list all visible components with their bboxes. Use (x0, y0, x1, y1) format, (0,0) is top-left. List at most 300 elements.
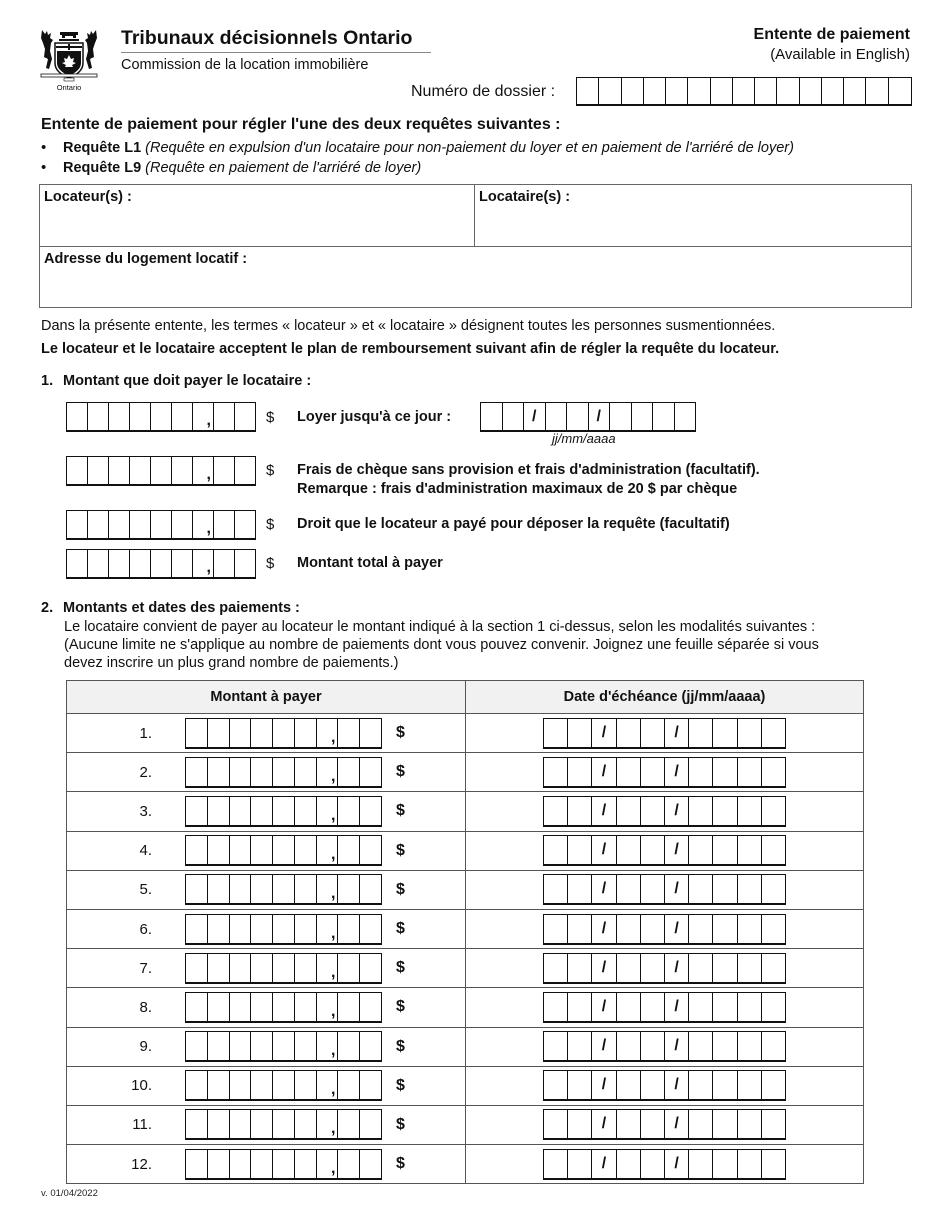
char-box[interactable] (665, 1110, 689, 1138)
char-box[interactable] (317, 1110, 339, 1138)
total-amount-field[interactable] (66, 549, 256, 579)
char-box[interactable] (762, 1110, 785, 1138)
char-box[interactable] (338, 797, 360, 825)
char-box[interactable] (617, 1071, 641, 1099)
char-box[interactable] (738, 1032, 762, 1060)
char-box[interactable] (295, 1110, 317, 1138)
char-box[interactable] (713, 954, 737, 982)
payment-amount-field[interactable] (185, 953, 382, 984)
char-box[interactable] (172, 457, 193, 484)
char-box[interactable] (67, 511, 88, 538)
char-box[interactable] (689, 954, 713, 982)
char-box[interactable] (251, 836, 273, 864)
char-box[interactable] (338, 1032, 360, 1060)
char-box[interactable] (230, 1032, 252, 1060)
address-input[interactable] (44, 271, 907, 304)
char-box[interactable] (665, 1150, 689, 1178)
char-box[interactable] (713, 836, 737, 864)
char-box[interactable] (641, 993, 665, 1021)
char-box[interactable] (317, 1032, 339, 1060)
payment-amount-field[interactable] (185, 757, 382, 788)
char-box[interactable] (186, 1110, 208, 1138)
tenant-input[interactable] (479, 209, 907, 243)
char-box[interactable] (800, 78, 822, 104)
char-box[interactable] (338, 954, 360, 982)
char-box[interactable] (689, 1071, 713, 1099)
char-box[interactable] (666, 78, 688, 104)
char-box[interactable] (109, 511, 130, 538)
char-box[interactable] (568, 954, 592, 982)
char-box[interactable] (360, 836, 381, 864)
char-box[interactable] (544, 797, 568, 825)
dossier-number-field[interactable] (576, 77, 912, 106)
char-box[interactable] (273, 797, 295, 825)
char-box[interactable] (88, 511, 109, 538)
char-box[interactable] (193, 457, 214, 484)
char-box[interactable] (273, 1110, 295, 1138)
char-box[interactable] (317, 915, 339, 943)
char-box[interactable] (762, 797, 785, 825)
char-box[interactable] (689, 719, 713, 747)
char-box[interactable] (665, 758, 689, 786)
payment-due-date-field[interactable] (543, 718, 786, 749)
char-box[interactable] (273, 954, 295, 982)
char-box[interactable] (317, 875, 339, 903)
char-box[interactable] (273, 1150, 295, 1178)
char-box[interactable] (273, 915, 295, 943)
char-box[interactable] (230, 1110, 252, 1138)
char-box[interactable] (762, 1032, 785, 1060)
char-box[interactable] (653, 403, 675, 430)
char-box[interactable] (546, 403, 568, 430)
char-box[interactable] (544, 1032, 568, 1060)
char-box[interactable] (360, 1032, 381, 1060)
char-box[interactable] (713, 797, 737, 825)
char-box[interactable] (193, 511, 214, 538)
char-box[interactable] (251, 875, 273, 903)
char-box[interactable] (762, 993, 785, 1021)
char-box[interactable] (617, 993, 641, 1021)
char-box[interactable] (235, 511, 255, 538)
char-box[interactable] (665, 1071, 689, 1099)
char-box[interactable] (632, 403, 654, 430)
char-box[interactable] (338, 1110, 360, 1138)
char-box[interactable] (577, 78, 599, 104)
payment-amount-field[interactable] (185, 1031, 382, 1062)
char-box[interactable] (568, 1110, 592, 1138)
char-box[interactable] (665, 993, 689, 1021)
char-box[interactable] (617, 875, 641, 903)
char-box[interactable] (317, 954, 339, 982)
char-box[interactable] (295, 836, 317, 864)
char-box[interactable] (193, 550, 214, 577)
char-box[interactable] (214, 403, 235, 430)
char-box[interactable] (208, 719, 230, 747)
char-box[interactable] (338, 1150, 360, 1178)
char-box[interactable] (208, 797, 230, 825)
char-box[interactable] (67, 403, 88, 430)
char-box[interactable] (889, 78, 911, 104)
char-box[interactable] (251, 993, 273, 1021)
char-box[interactable] (592, 797, 616, 825)
char-box[interactable] (360, 758, 381, 786)
char-box[interactable] (130, 550, 151, 577)
char-box[interactable] (762, 719, 785, 747)
char-box[interactable] (644, 78, 666, 104)
char-box[interactable] (568, 836, 592, 864)
char-box[interactable] (592, 993, 616, 1021)
char-box[interactable] (230, 1071, 252, 1099)
char-box[interactable] (172, 550, 193, 577)
char-box[interactable] (689, 915, 713, 943)
char-box[interactable] (589, 403, 611, 430)
char-box[interactable] (186, 1071, 208, 1099)
payment-due-date-field[interactable] (543, 757, 786, 788)
char-box[interactable] (251, 719, 273, 747)
char-box[interactable] (273, 758, 295, 786)
char-box[interactable] (67, 550, 88, 577)
filing-fee-amount-field[interactable] (66, 510, 256, 540)
char-box[interactable] (688, 78, 710, 104)
char-box[interactable] (844, 78, 866, 104)
char-box[interactable] (273, 993, 295, 1021)
char-box[interactable] (251, 1150, 273, 1178)
char-box[interactable] (186, 875, 208, 903)
char-box[interactable] (235, 457, 255, 484)
char-box[interactable] (592, 1150, 616, 1178)
char-box[interactable] (544, 1150, 568, 1178)
char-box[interactable] (665, 719, 689, 747)
char-box[interactable] (755, 78, 777, 104)
char-box[interactable] (568, 1150, 592, 1178)
char-box[interactable] (230, 836, 252, 864)
char-box[interactable] (738, 797, 762, 825)
char-box[interactable] (295, 797, 317, 825)
char-box[interactable] (592, 915, 616, 943)
payment-amount-field[interactable] (185, 1070, 382, 1101)
char-box[interactable] (172, 403, 193, 430)
payment-amount-field[interactable] (185, 914, 382, 945)
char-box[interactable] (641, 1032, 665, 1060)
char-box[interactable] (503, 403, 525, 430)
char-box[interactable] (230, 797, 252, 825)
char-box[interactable] (130, 403, 151, 430)
payment-due-date-field[interactable] (543, 914, 786, 945)
char-box[interactable] (689, 797, 713, 825)
payment-due-date-field[interactable] (543, 1031, 786, 1062)
char-box[interactable] (568, 875, 592, 903)
char-box[interactable] (208, 758, 230, 786)
char-box[interactable] (641, 1110, 665, 1138)
char-box[interactable] (338, 758, 360, 786)
char-box[interactable] (617, 1150, 641, 1178)
char-box[interactable] (592, 954, 616, 982)
char-box[interactable] (665, 915, 689, 943)
payment-amount-field[interactable] (185, 874, 382, 905)
char-box[interactable] (317, 797, 339, 825)
char-box[interactable] (641, 875, 665, 903)
char-box[interactable] (544, 954, 568, 982)
char-box[interactable] (617, 915, 641, 943)
payment-due-date-field[interactable] (543, 796, 786, 827)
char-box[interactable] (866, 78, 888, 104)
char-box[interactable] (186, 915, 208, 943)
char-box[interactable] (109, 403, 130, 430)
char-box[interactable] (568, 719, 592, 747)
char-box[interactable] (360, 1150, 381, 1178)
payment-amount-field[interactable] (185, 1149, 382, 1180)
char-box[interactable] (230, 875, 252, 903)
char-box[interactable] (251, 1071, 273, 1099)
char-box[interactable] (738, 1110, 762, 1138)
char-box[interactable] (568, 915, 592, 943)
char-box[interactable] (665, 954, 689, 982)
char-box[interactable] (295, 954, 317, 982)
char-box[interactable] (617, 758, 641, 786)
char-box[interactable] (665, 836, 689, 864)
char-box[interactable] (738, 719, 762, 747)
char-box[interactable] (617, 1032, 641, 1060)
char-box[interactable] (338, 1071, 360, 1099)
char-box[interactable] (186, 836, 208, 864)
char-box[interactable] (230, 1150, 252, 1178)
char-box[interactable] (544, 758, 568, 786)
char-box[interactable] (762, 954, 785, 982)
char-box[interactable] (568, 993, 592, 1021)
char-box[interactable] (689, 836, 713, 864)
char-box[interactable] (208, 915, 230, 943)
char-box[interactable] (338, 719, 360, 747)
char-box[interactable] (689, 875, 713, 903)
char-box[interactable] (317, 836, 339, 864)
char-box[interactable] (762, 875, 785, 903)
char-box[interactable] (592, 1032, 616, 1060)
payment-amount-field[interactable] (185, 796, 382, 827)
char-box[interactable] (567, 403, 589, 430)
char-box[interactable] (193, 403, 214, 430)
char-box[interactable] (738, 993, 762, 1021)
char-box[interactable] (230, 719, 252, 747)
char-box[interactable] (251, 915, 273, 943)
char-box[interactable] (622, 78, 644, 104)
char-box[interactable] (641, 915, 665, 943)
char-box[interactable] (230, 758, 252, 786)
char-box[interactable] (273, 719, 295, 747)
char-box[interactable] (641, 797, 665, 825)
char-box[interactable] (151, 457, 172, 484)
char-box[interactable] (130, 511, 151, 538)
char-box[interactable] (713, 1032, 737, 1060)
char-box[interactable] (713, 1110, 737, 1138)
char-box[interactable] (592, 1110, 616, 1138)
char-box[interactable] (360, 797, 381, 825)
char-box[interactable] (186, 993, 208, 1021)
char-box[interactable] (273, 875, 295, 903)
char-box[interactable] (317, 719, 339, 747)
char-box[interactable] (317, 758, 339, 786)
char-box[interactable] (777, 78, 799, 104)
char-box[interactable] (762, 1071, 785, 1099)
char-box[interactable] (273, 1032, 295, 1060)
char-box[interactable] (689, 758, 713, 786)
char-box[interactable] (568, 1032, 592, 1060)
char-box[interactable] (641, 836, 665, 864)
char-box[interactable] (214, 457, 235, 484)
payment-due-date-field[interactable] (543, 992, 786, 1023)
char-box[interactable] (230, 954, 252, 982)
char-box[interactable] (713, 719, 737, 747)
char-box[interactable] (235, 550, 255, 577)
char-box[interactable] (592, 836, 616, 864)
char-box[interactable] (738, 1071, 762, 1099)
char-box[interactable] (665, 1032, 689, 1060)
char-box[interactable] (689, 1150, 713, 1178)
char-box[interactable] (295, 1150, 317, 1178)
char-box[interactable] (665, 797, 689, 825)
payment-due-date-field[interactable] (543, 874, 786, 905)
char-box[interactable] (208, 1032, 230, 1060)
char-box[interactable] (544, 875, 568, 903)
char-box[interactable] (186, 719, 208, 747)
char-box[interactable] (109, 550, 130, 577)
payment-amount-field[interactable] (185, 718, 382, 749)
char-box[interactable] (295, 1032, 317, 1060)
char-box[interactable] (762, 1150, 785, 1178)
char-box[interactable] (713, 1071, 737, 1099)
char-box[interactable] (617, 797, 641, 825)
char-box[interactable] (617, 836, 641, 864)
char-box[interactable] (186, 797, 208, 825)
char-box[interactable] (592, 719, 616, 747)
rent-amount-field[interactable] (66, 402, 256, 432)
char-box[interactable] (360, 954, 381, 982)
char-box[interactable] (67, 457, 88, 484)
char-box[interactable] (230, 915, 252, 943)
char-box[interactable] (208, 836, 230, 864)
char-box[interactable] (713, 1150, 737, 1178)
char-box[interactable] (360, 1110, 381, 1138)
landlord-input[interactable] (44, 209, 470, 243)
char-box[interactable] (88, 403, 109, 430)
char-box[interactable] (273, 836, 295, 864)
char-box[interactable] (360, 1071, 381, 1099)
char-box[interactable] (592, 758, 616, 786)
char-box[interactable] (109, 457, 130, 484)
char-box[interactable] (208, 875, 230, 903)
payment-due-date-field[interactable] (543, 835, 786, 866)
char-box[interactable] (208, 1150, 230, 1178)
char-box[interactable] (317, 993, 339, 1021)
char-box[interactable] (617, 954, 641, 982)
char-box[interactable] (251, 758, 273, 786)
char-box[interactable] (214, 511, 235, 538)
payment-due-date-field[interactable] (543, 1070, 786, 1101)
char-box[interactable] (599, 78, 621, 104)
char-box[interactable] (738, 954, 762, 982)
char-box[interactable] (251, 954, 273, 982)
payment-due-date-field[interactable] (543, 1109, 786, 1140)
char-box[interactable] (592, 875, 616, 903)
char-box[interactable] (665, 875, 689, 903)
char-box[interactable] (689, 1032, 713, 1060)
char-box[interactable] (186, 758, 208, 786)
char-box[interactable] (822, 78, 844, 104)
payment-amount-field[interactable] (185, 992, 382, 1023)
char-box[interactable] (360, 915, 381, 943)
char-box[interactable] (88, 457, 109, 484)
char-box[interactable] (738, 915, 762, 943)
char-box[interactable] (186, 1150, 208, 1178)
char-box[interactable] (713, 993, 737, 1021)
char-box[interactable] (172, 511, 193, 538)
char-box[interactable] (151, 511, 172, 538)
char-box[interactable] (544, 993, 568, 1021)
char-box[interactable] (295, 993, 317, 1021)
char-box[interactable] (738, 758, 762, 786)
char-box[interactable] (338, 875, 360, 903)
char-box[interactable] (762, 758, 785, 786)
char-box[interactable] (762, 836, 785, 864)
char-box[interactable] (544, 1071, 568, 1099)
char-box[interactable] (617, 719, 641, 747)
char-box[interactable] (675, 403, 696, 430)
char-box[interactable] (251, 1110, 273, 1138)
payment-amount-field[interactable] (185, 835, 382, 866)
char-box[interactable] (568, 797, 592, 825)
char-box[interactable] (592, 1071, 616, 1099)
char-box[interactable] (338, 915, 360, 943)
char-box[interactable] (544, 1110, 568, 1138)
char-box[interactable] (481, 403, 503, 430)
rent-date-field[interactable] (480, 402, 696, 432)
char-box[interactable] (88, 550, 109, 577)
char-box[interactable] (235, 403, 255, 430)
char-box[interactable] (208, 993, 230, 1021)
char-box[interactable] (360, 719, 381, 747)
char-box[interactable] (711, 78, 733, 104)
char-box[interactable] (186, 954, 208, 982)
char-box[interactable] (544, 915, 568, 943)
char-box[interactable] (713, 758, 737, 786)
char-box[interactable] (214, 550, 235, 577)
char-box[interactable] (544, 719, 568, 747)
char-box[interactable] (338, 836, 360, 864)
char-box[interactable] (186, 1032, 208, 1060)
char-box[interactable] (641, 1071, 665, 1099)
char-box[interactable] (295, 915, 317, 943)
payment-amount-field[interactable] (185, 1109, 382, 1140)
char-box[interactable] (360, 875, 381, 903)
char-box[interactable] (641, 954, 665, 982)
char-box[interactable] (610, 403, 632, 430)
char-box[interactable] (544, 836, 568, 864)
char-box[interactable] (295, 719, 317, 747)
char-box[interactable] (151, 403, 172, 430)
char-box[interactable] (251, 797, 273, 825)
char-box[interactable] (568, 758, 592, 786)
char-box[interactable] (738, 836, 762, 864)
char-box[interactable] (617, 1110, 641, 1138)
char-box[interactable] (208, 1110, 230, 1138)
char-box[interactable] (689, 993, 713, 1021)
payment-due-date-field[interactable] (543, 953, 786, 984)
char-box[interactable] (738, 875, 762, 903)
char-box[interactable] (641, 758, 665, 786)
char-box[interactable] (568, 1071, 592, 1099)
char-box[interactable] (130, 457, 151, 484)
payment-due-date-field[interactable] (543, 1149, 786, 1180)
char-box[interactable] (230, 993, 252, 1021)
